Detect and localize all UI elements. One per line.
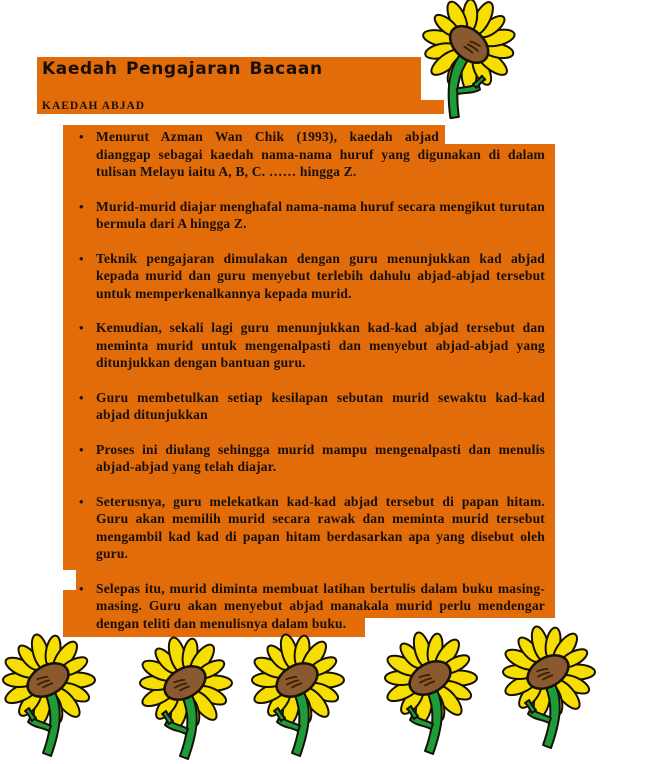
content-block: [63, 125, 555, 637]
bullet-text: Teknik pengajaran dimulakan dengan guru menunjukkan kad abjad kepada murid dan guru menyebut terlebih dahulu abjad-abjad tersebut untuk memperkenalkannya kepada murid.: [96, 250, 545, 301]
bullet-text: Guru membetulkan setiap kesilapan sebutan murid sewaktu kad-kad abjad ditunjukkan: [96, 389, 545, 422]
sunflower-illustration: [375, 628, 485, 764]
bullet-text: Kemudian, sekali lagi guru menunjukkan kad-kad abjad tersebut dan meminta murid untuk mengenalpasti dan menyebut abjad-abjad yang ditunjukkan dengan bantuan guru.: [96, 320, 545, 370]
bullet-item: [79, 250, 545, 303]
bullet-marker: •: [79, 493, 84, 509]
page-title-bar: [37, 57, 421, 100]
bullet-marker: •: [79, 129, 84, 144]
bullet-text: Murid-murid diajar menghafal nama-nama huruf secara mengikut turutan bermula dari A hingga Z.: [96, 198, 545, 231]
bullet-marker: •: [79, 389, 84, 405]
bullet-item: [79, 389, 545, 424]
sunflower-illustration: [493, 622, 603, 762]
sunflower-illustration: [130, 633, 240, 764]
bullet-text: Menurut Azman Wan Chik (1993), kaedah abjad dianggap sebagai kaedah nama-nama huruf yang digunakan di dalam tulisan Melayu iaitu A, B, C. …… hingga Z.: [96, 129, 545, 179]
bullet-item: [79, 493, 545, 563]
bullet-item: [79, 319, 545, 372]
bullet-marker: •: [79, 250, 84, 266]
section-heading-bar: [37, 100, 444, 114]
sunflower-illustration: [242, 630, 352, 764]
sunflower-illustration: [397, 0, 534, 144]
bullet-marker: •: [79, 198, 84, 214]
bullet-text: Selepas itu, murid diminta membuat latihan bertulis dalam buku masing-masing. Guru akan menyebut abjad manakala murid perlu mendengar dengan teliti dan menulisnya dalam buku.: [96, 580, 545, 631]
sunflower-illustration: [0, 630, 103, 764]
bullet-marker: •: [79, 320, 84, 335]
section-heading: KAEDAH ABJAD: [42, 100, 146, 112]
bullet-item: [79, 441, 545, 476]
bullet-text: Proses ini diulang sehingga murid mampu mengenalpasti dan menulis abjad-abjad yang telah diajar.: [96, 441, 545, 474]
bullet-list: [79, 128, 545, 632]
bullet-text: Seterusnya, guru melekatkan kad-kad abjad tersebut di papan hitam. Guru akan memilih murid secara rawak dan meminta murid tersebut mengambil kad kad di papan hitam berdasarkan apa yang disebut oleh guru.: [96, 493, 545, 561]
highlight-gap-left: [63, 570, 76, 590]
bullet-marker: •: [79, 441, 84, 457]
bullet-marker: •: [79, 580, 84, 596]
bullet-item: [79, 198, 545, 233]
page-title: Kaedah Pengajaran Bacaan: [42, 59, 323, 79]
